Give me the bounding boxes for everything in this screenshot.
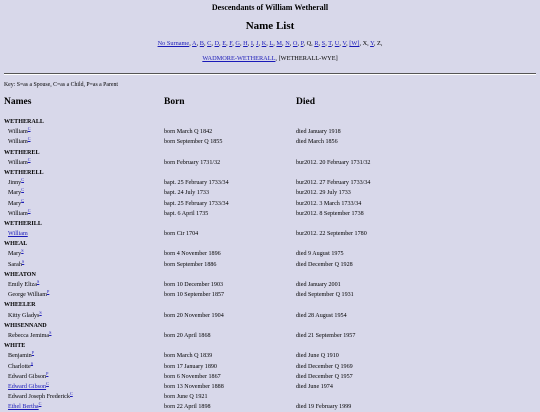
born-cell: born March Q 1839 [164,353,213,360]
person-name-cell [8,331,51,341]
letter-link-t[interactable]: T [328,40,332,47]
letter-link-u[interactable]: U [334,40,340,47]
person-name: Mary [8,190,22,197]
relation-link[interactable]: P [46,289,50,295]
person-row [0,362,540,372]
relation-link[interactable]: S [30,360,34,366]
surname-range-nav [0,55,540,62]
person-name: Charlotte [8,363,31,370]
person-row [0,311,540,321]
letter-links [192,40,382,47]
letter-separator: , [380,40,383,47]
died-cell: died 21 September 1957 [296,332,356,339]
letter-link-k[interactable]: K [261,40,267,47]
relation-marker [39,310,41,315]
letter-separator: , [303,40,307,47]
died-cell: bur2012. 22 September 1780 [296,231,367,238]
relation-marker [31,360,33,365]
letter-link-f[interactable]: F [229,40,233,47]
born-cell: born March Q 1842 [164,129,213,136]
born-column-header: Born [164,97,185,107]
nav-separator: , [275,55,279,62]
letter-link-l[interactable]: L [269,40,274,47]
letter-link-w[interactable]: [W] [349,40,360,47]
relation-marker [28,126,31,131]
died-cell: died 9 August 1975 [296,251,344,258]
letter-link-c[interactable]: C [207,40,212,47]
born-cell: born 20 April 1868 [164,332,211,339]
relation-marker [37,279,39,284]
relation-link[interactable]: C [27,156,31,162]
born-cell: born 13 November 1888 [164,383,224,390]
letter-link-a[interactable]: A [192,40,197,47]
person-name: William [8,159,28,166]
person-name-cell [8,290,49,300]
born-cell: born 6 November 1867 [164,373,221,380]
key-legend: Key: S=as a Spouse, C=as a Child, P=as a Parent [4,82,118,88]
letter-link-v[interactable]: V [342,40,347,47]
letter-separator: , [367,40,371,47]
person-name[interactable]: Edward Gibson [8,383,47,390]
relation-marker [46,371,48,376]
born-cell: bapt. 25 February 1733/34 [164,180,229,187]
surname-heading [0,148,540,158]
died-cell: died 19 February 1999 [296,404,352,411]
died-cell: died December Q 1969 [296,363,353,370]
person-name-cell [8,311,42,321]
surname-heading [0,321,540,331]
letter-separator: , [282,40,286,47]
relation-marker [47,289,49,294]
relation-link[interactable]: P [46,370,49,376]
nav-separator: , [189,40,193,47]
letter-separator: , [359,40,363,47]
born-cell: bapt. 6 April 1735 [164,210,209,217]
relation-marker [21,197,24,202]
person-name: Mary [8,200,22,207]
surname-heading-text: WHEATON [4,271,36,278]
person-name: Emily Eliza [8,282,37,288]
letter-separator: , [346,40,350,47]
letter-separator: , [219,40,223,47]
person-name: Edward Joseph Frederick [8,394,70,401]
person-name: Sarah [8,261,22,268]
person-row [0,280,540,290]
person-row [0,382,540,392]
letter-separator: , [373,40,377,47]
person-row [0,229,540,239]
person-row [0,127,540,137]
died-cell: died January 2001 [296,282,341,288]
person-name: William [8,139,28,146]
died-cell: bur2012. 27 February 1733/34 [296,180,371,187]
letter-separator: , [211,40,215,47]
surname-heading-text: WETHERILL [4,220,42,227]
died-cell: died December Q 1928 [296,261,353,268]
person-name: Edward Gibson [8,373,47,380]
born-cell: bapt. 25 February 1733/34 [164,200,229,207]
letter-link-s[interactable]: S [321,40,326,47]
alphabet-index-nav [0,40,540,47]
letter-separator: , [339,40,343,47]
person-row [0,158,540,168]
relation-marker [28,208,31,213]
person-row [0,290,540,300]
born-cell: born 22 April 1898 [164,404,211,411]
letter-link-y[interactable]: Y [370,40,374,47]
no-surname-link[interactable]: No Surname [157,40,190,47]
person-name: William [8,129,28,136]
letter-separator: , [196,40,200,47]
born-cell: bapt. 24 July 1733 [164,190,210,197]
person-name[interactable]: Ethel Bertha [8,404,39,411]
relation-link[interactable]: P [31,350,35,356]
letter-link-m[interactable]: M [276,40,283,47]
person-row [0,178,540,188]
surname-heading [0,168,540,178]
letter-link-e[interactable]: E [222,40,227,47]
letter-link-b[interactable]: B [199,40,204,47]
relation-marker [49,330,51,335]
surname-heading-text: WHISENNAND [4,322,47,329]
died-cell: bur2012. 20 February 1731/32 [296,159,371,166]
born-cell: born 4 November 1896 [164,251,221,258]
letter-link-x: X [362,40,368,47]
person-name: Jinny [8,180,22,187]
letter-separator: , [239,40,244,47]
letter-separator: , [325,40,329,47]
relation-marker [28,136,31,141]
letter-link-p[interactable]: P [300,40,304,47]
relation-link[interactable]: C [27,136,31,142]
person-name: George William [8,292,47,299]
surname-heading [0,270,540,280]
surname-heading [0,219,540,229]
letter-separator: , [311,40,315,47]
person-name: Benjamin [8,353,32,360]
person-row [0,249,540,259]
letter-link-h[interactable]: H [243,40,248,47]
relation-link[interactable]: C [27,126,31,132]
letter-separator: , [289,40,293,47]
letter-separator: , [232,40,236,47]
letter-link-i[interactable]: I [250,40,253,47]
surname-heading [0,239,540,249]
died-cell: bur2012. 29 July 1733 [296,190,351,197]
letter-link-d[interactable]: D [214,40,220,47]
relation-link[interactable]: S [21,258,25,264]
letter-separator: , [258,40,262,47]
letter-separator: , [273,40,277,47]
born-cell: born February 1731/32 [164,159,221,166]
person-name: Kitty Gladys [8,312,40,319]
site-title: Descendants of William Wetherall [211,3,329,12]
surname-heading [0,117,540,127]
person-name-cell [8,199,24,209]
letter-separator: , [266,40,270,47]
letter-link-n[interactable]: N [285,40,290,47]
died-cell: died December Q 1957 [296,373,353,380]
relation-link[interactable]: S [49,329,52,335]
relation-link[interactable]: S [36,278,40,284]
surname-heading-text: WETHEREL [4,149,40,156]
current-surname-range: [WETHERALL-WYE] [278,55,338,62]
died-cell: died June Q 1910 [296,353,339,360]
person-row [0,372,540,382]
relation-marker [22,259,24,264]
relation-marker [46,381,49,386]
letter-separator: , [297,40,301,47]
person-row [0,209,540,219]
letter-link-j[interactable]: J [256,40,259,47]
died-cell: bur2012. 3 March 1733/34 [296,200,362,207]
letter-link-r[interactable]: R [314,40,319,47]
person-name-cell [8,260,24,270]
person-name-cell [8,372,48,382]
name-list [0,117,540,412]
names-column-header: Names [4,97,32,107]
relation-marker [70,391,73,396]
surname-heading-text: WHEAL [4,241,28,248]
person-name[interactable]: William [8,231,28,238]
person-row [0,402,540,412]
relation-link[interactable]: C [21,187,24,193]
letter-link-z: Z [376,40,381,47]
surname-heading-text: WHEELER [4,302,36,309]
letter-separator: , [252,40,257,47]
person-name-cell [8,209,31,219]
person-row [0,199,540,209]
relation-marker [39,401,42,406]
person-name-cell [8,382,49,392]
relation-marker [28,157,31,162]
relation-link[interactable]: C [38,401,42,407]
surname-range-link[interactable]: WADMORE-WETHERALL [202,55,276,62]
person-row [0,392,540,402]
person-name-cell [8,362,33,372]
relation-link[interactable]: C [21,177,25,183]
relation-link[interactable]: C [46,380,49,386]
born-cell: born September 1886 [164,261,217,268]
person-row [0,351,540,361]
born-cell: born September Q 1855 [164,139,223,146]
born-cell: born 10 December 1903 [164,282,224,288]
person-name-cell [8,158,31,168]
died-cell: died September Q 1931 [296,292,354,299]
died-column-header: Died [296,97,315,107]
horizontal-rule [4,73,536,75]
born-cell: born June Q 1921 [164,394,208,401]
died-cell: died March 1856 [296,139,338,146]
relation-link[interactable]: S [39,309,42,315]
letter-link-o[interactable]: O [292,40,298,47]
letter-link-q: Q [306,40,312,47]
relation-link[interactable]: C [69,391,73,397]
relation-marker [32,350,34,355]
born-cell: born 20 November 1904 [164,312,224,319]
letter-separator: , [226,40,230,47]
person-name: William [8,210,28,217]
person-row [0,331,540,341]
died-cell: bur2012. 8 September 1738 [296,210,364,217]
died-cell: died January 1918 [296,129,341,136]
letter-separator: , [318,40,322,47]
born-cell: born 17 January 1890 [164,363,217,370]
born-cell: born 10 September 1857 [164,292,225,299]
relation-marker [21,177,24,182]
letter-separator: , [247,40,251,47]
relation-link[interactable]: C [21,197,24,203]
relation-link[interactable]: C [27,207,31,213]
person-name-cell [8,229,28,239]
born-cell: born Cir 1704 [164,231,199,238]
relation-marker [21,187,24,192]
surname-heading-text: WHITE [4,343,26,350]
relation-link[interactable]: S [21,248,24,254]
letter-separator: , [331,40,335,47]
person-name-cell [8,280,39,290]
died-cell: died 28 August 1954 [296,312,347,319]
surname-heading-text: WETHERELL [4,169,44,176]
person-name-cell [8,137,31,147]
person-row [0,260,540,270]
surname-heading [0,341,540,351]
person-name-cell [8,402,41,412]
surname-heading-text: WETHERALL [4,119,44,125]
surname-heading [0,300,540,310]
letter-separator: , [203,40,208,47]
person-row [0,137,540,147]
person-row [0,188,540,198]
letter-link-g[interactable]: G [235,40,240,47]
person-name: Rebecca Jemima [8,332,50,339]
died-cell: died June 1974 [296,383,333,390]
page-title: Name List [245,20,295,32]
relation-marker [21,248,23,253]
person-name: Mary [8,251,22,258]
